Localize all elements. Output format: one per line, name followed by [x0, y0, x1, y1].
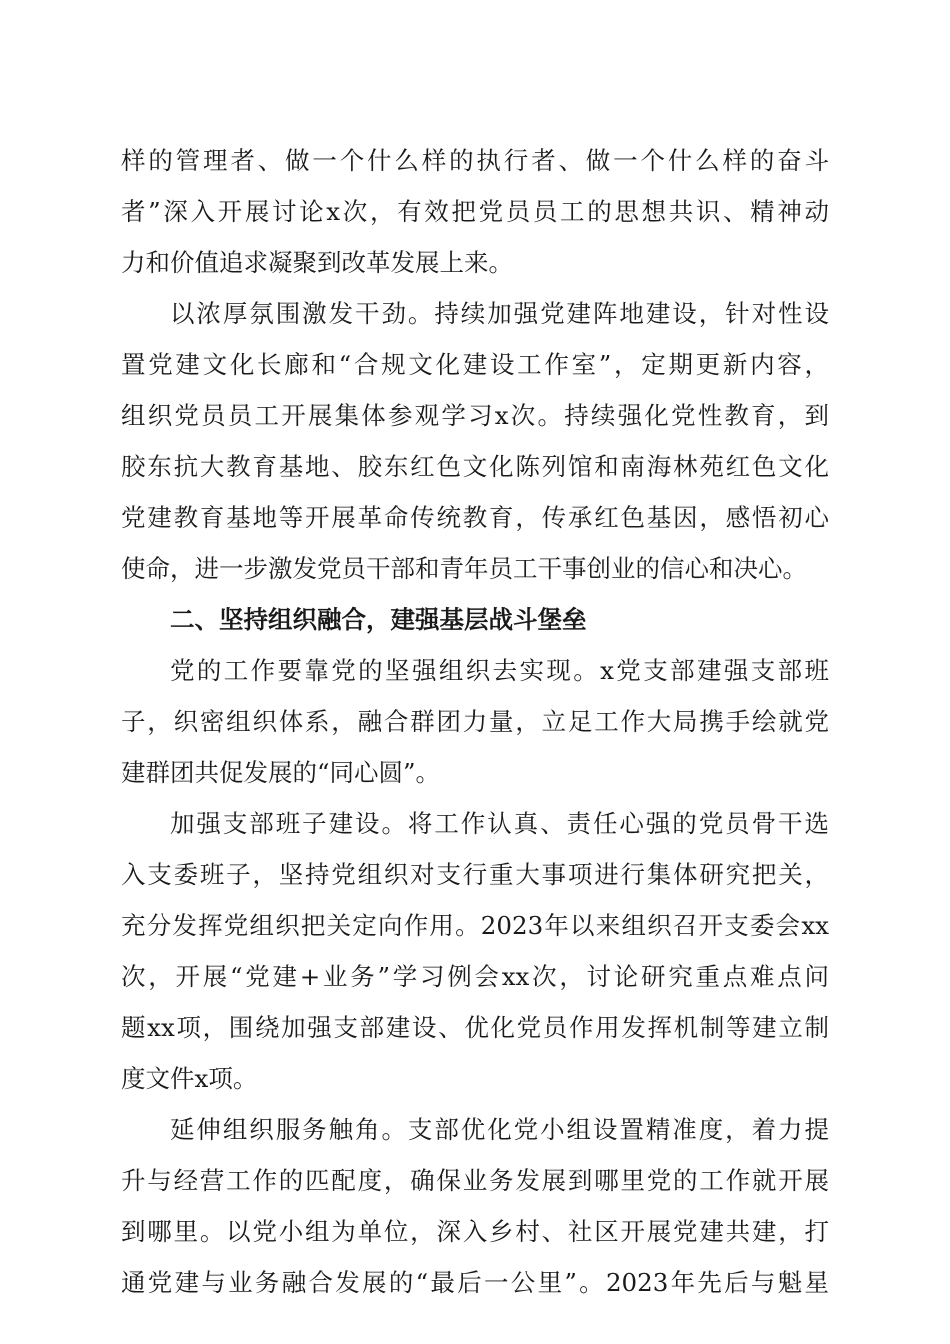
- text-line: 置党建文化长廊和“合规文化建设工作室”，定期更新内容，: [121, 350, 829, 379]
- text-line: 升与经营工作的匹配度，确保业务发展到哪里党的工作就开展: [121, 1166, 829, 1195]
- text-line: 延伸组织服务触角。支部优化党小组设置精准度，着力提: [170, 1115, 829, 1144]
- text-line: 子，织密组织体系，融合群团力量，立足工作大局携手绘就党: [121, 707, 829, 736]
- text-line: 度文件x项。: [121, 1064, 258, 1093]
- text-line: 入支委班子，坚持党组织对支行重大事项进行集体研究把关，: [121, 860, 829, 889]
- text-line: 通党建与业务融合发展的“最后一公里”。2023年先后与魁星: [121, 1268, 829, 1297]
- text-line: 组织党员员工开展集体参观学习x次。持续强化党性教育，到: [121, 401, 829, 430]
- text-line: 题xx项，围绕加强支部建设、优化党员作用发挥机制等建立制: [121, 1013, 829, 1042]
- text-line: 党的工作要靠党的坚强组织去实现。x党支部建强支部班: [170, 656, 829, 685]
- text-line: 以浓厚氛围激发干劲。持续加强党建阵地建设，针对性设: [170, 299, 829, 328]
- text-line: 到哪里。以党小组为单位，深入乡村、社区开展党建共建，打: [121, 1217, 829, 1246]
- text-line: 充分发挥党组织把关定向作用。2023年以来组织召开支委会xx: [121, 911, 829, 940]
- text-line: 次，开展“党建+业务”学习例会xx次，讨论研究重点难点问: [121, 962, 829, 991]
- text-line: 力和价值追求凝聚到改革发展上来。: [121, 248, 513, 277]
- text-line: 者”深入开展讨论x次，有效把党员员工的思想共识、精神动: [121, 197, 829, 226]
- text-line: 党建教育基地等开展革命传统教育，传承红色基因，感悟初心: [121, 503, 829, 532]
- text-line: 加强支部班子建设。将工作认真、责任心强的党员骨干选: [170, 809, 829, 838]
- text-line: 样的管理者、做一个什么样的执行者、做一个什么样的奋斗: [121, 146, 829, 175]
- text-line: 胶东抗大教育基地、胶东红色文化陈列馆和南海林苑红色文化: [121, 452, 829, 481]
- section-heading: 二、坚持组织融合，建强基层战斗堡垒: [170, 605, 587, 634]
- text-line: 使命，进一步激发党员干部和青年员工干事创业的信心和决心。: [121, 554, 807, 583]
- text-line: 建群团共促发展的“同心圆”。: [121, 758, 441, 787]
